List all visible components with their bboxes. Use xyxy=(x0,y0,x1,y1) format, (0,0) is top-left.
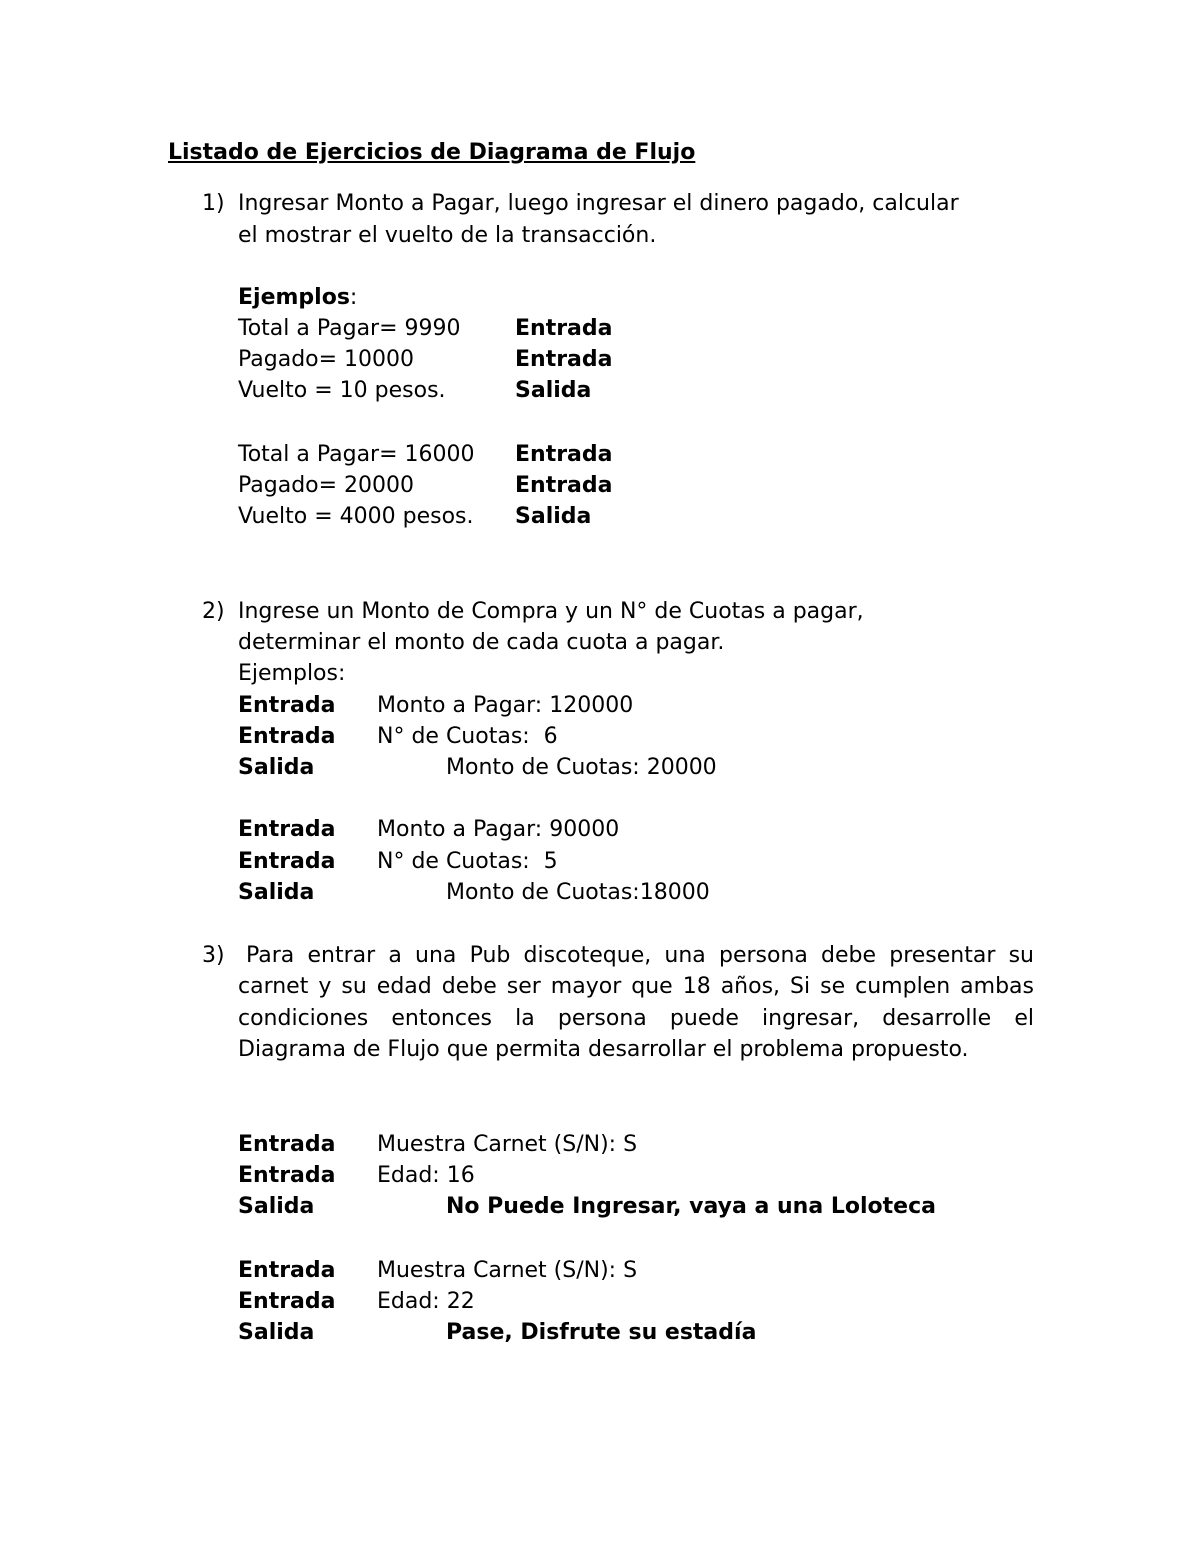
ex1-row-6-tag: Salida xyxy=(515,504,592,529)
ex3-number: 3) xyxy=(202,943,225,968)
ex1-row-2-text: Pagado= 10000 xyxy=(238,347,415,372)
ex3-row-3-text: No Puede Ingresar, vaya a una Loloteca xyxy=(446,1194,936,1219)
ex3-row-1-tag: Entrada xyxy=(238,1132,336,1157)
ex1-row-5-tag: Entrada xyxy=(515,473,613,498)
ex2-row-6-tag: Salida xyxy=(238,880,315,905)
ex3-row-1-text: Muestra Carnet (S/N): S xyxy=(377,1132,638,1157)
ex1-line-2: el mostrar el vuelto de la transacción. xyxy=(238,223,657,248)
ex3-row-5-tag: Entrada xyxy=(238,1289,336,1314)
ex1-examples-heading xyxy=(238,285,357,311)
ex2-row-2-text: N° de Cuotas: 6 xyxy=(377,724,558,749)
ex3-row-3-tag: Salida xyxy=(238,1194,315,1219)
ex3-row-2-tag: Entrada xyxy=(238,1163,336,1188)
ex2-row-1-tag: Entrada xyxy=(238,693,336,718)
ex1-row-6-text: Vuelto = 4000 pesos. xyxy=(238,504,474,529)
ex1-row-4-text: Total a Pagar= 16000 xyxy=(238,442,475,467)
ex3-row-5-text: Edad: 22 xyxy=(377,1289,475,1314)
ex3-row-4-text: Muestra Carnet (S/N): S xyxy=(377,1258,638,1283)
ex3-row-2-text: Edad: 16 xyxy=(377,1163,475,1188)
ex1-row-5-text: Pagado= 20000 xyxy=(238,473,415,498)
ex2-row-6-text: Monto de Cuotas:18000 xyxy=(446,880,710,905)
ex3-paragraph: Para entrar a una Pub discoteque, una persona debe presentar su carnet y su edad debe ser mayor que 18 años, Si se cumplen ambas condiciones entonces la persona puede ingresar, desarrolle el Diagrama de Flujo que permita desarrollar el problema propuesto. xyxy=(238,943,1034,1062)
ex3-row-4-tag: Entrada xyxy=(238,1258,336,1283)
ex2-row-3-text: Monto de Cuotas: 20000 xyxy=(446,755,717,780)
ex2-line-2: determinar el monto de cada cuota a pagar. xyxy=(238,630,725,655)
ex1-row-1-text: Total a Pagar= 9990 xyxy=(238,316,461,341)
ex1-examples-label: Ejemplos xyxy=(238,285,350,310)
ex2-row-2-tag: Entrada xyxy=(238,724,336,749)
ex3-row-6-tag: Salida xyxy=(238,1320,315,1345)
ex2-row-3-tag: Salida xyxy=(238,755,315,780)
ex2-examples-label: Ejemplos: xyxy=(238,661,346,686)
ex1-row-2-tag: Entrada xyxy=(515,347,613,372)
ex2-row-4-text: Monto a Pagar: 90000 xyxy=(377,817,620,842)
ex2-row-5-text: N° de Cuotas: 5 xyxy=(377,849,558,874)
ex2-row-4-tag: Entrada xyxy=(238,817,336,842)
ex1-row-3-tag: Salida xyxy=(515,378,592,403)
ex3-row-6-text: Pase, Disfrute su estadía xyxy=(446,1320,757,1345)
ex1-examples-colon: : xyxy=(349,285,358,310)
ex1-row-1-tag: Entrada xyxy=(515,316,613,341)
ex1-row-3-text: Vuelto = 10 pesos. xyxy=(238,378,446,403)
ex2-row-5-tag: Entrada xyxy=(238,849,336,874)
document-title: Listado de Ejercicios de Diagrama de Flujo xyxy=(168,140,696,165)
ex1-line-1: Ingresar Monto a Pagar, luego ingresar el dinero pagado, calcular xyxy=(238,191,959,216)
ex2-line-1: Ingrese un Monto de Compra y un N° de Cuotas a pagar, xyxy=(238,599,864,624)
ex2-number: 2) xyxy=(202,599,225,624)
ex2-row-1-text: Monto a Pagar: 120000 xyxy=(377,693,634,718)
ex1-number: 1) xyxy=(202,191,225,216)
ex1-row-4-tag: Entrada xyxy=(515,442,613,467)
